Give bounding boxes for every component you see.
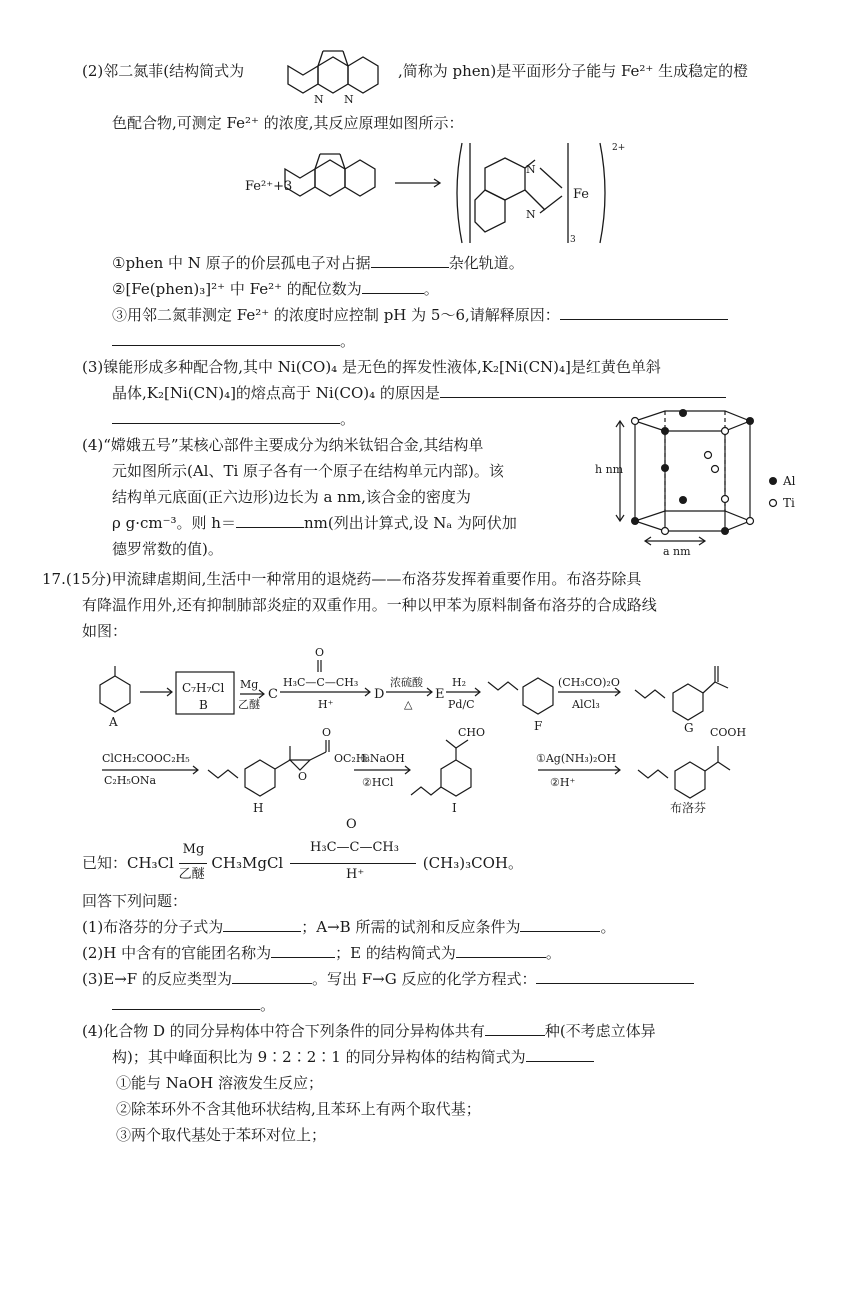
svg-text:N: N <box>526 163 536 176</box>
scheme-ac2o: (CH₃CO)₂O <box>558 676 620 689</box>
q17-line3: 如图： <box>82 622 128 640</box>
scheme-oc2h5: OC₂H₅ <box>334 752 370 765</box>
q16-sub1: ①phen 中 N 原子的价层孤电子对占据 杂化轨道。 <box>112 254 524 272</box>
q17-sq4-cont: 构)；其中峰面积比为 9∶2∶2∶1 的同分异构体的结构简式为 <box>112 1046 594 1068</box>
answer-blank-coordination[interactable] <box>362 279 424 294</box>
answer-blank-reaction-type[interactable] <box>232 969 312 984</box>
scheme-h2so4: 浓硫酸 <box>390 676 423 689</box>
answer-blank-formula[interactable] <box>223 917 301 932</box>
complex-metal: Fe <box>573 187 590 202</box>
answer-blank-equation-2[interactable] <box>112 995 260 1010</box>
scheme-C: C <box>268 687 278 702</box>
scheme-cooh: COOH <box>710 726 747 739</box>
svg-text:O: O <box>322 726 332 739</box>
q16-part4-line3: 结构单元底面(正六边形)边长为 a nm,该合金的密度为 <box>112 488 471 506</box>
scheme-o: O <box>315 646 325 659</box>
q17-known: 已知：CH₃Cl Mg 乙醚 CH₃MgCl O H₃C—C—CH₃ H⁺ (CH₃)₃COH。 <box>82 817 523 882</box>
scheme-hplus2: ②H⁺ <box>550 776 576 789</box>
scheme-h2: H₂ <box>452 676 467 689</box>
scheme-naoh: ①NaOH <box>360 752 405 765</box>
scheme-I: I <box>452 801 457 814</box>
q16-part4-line2: 元如图所示(Al、Ti 原子各有一个原子在结构单元内部)。该 <box>112 462 504 480</box>
q17-cond3: ③两个取代基处于苯环对位上； <box>116 1126 327 1144</box>
q17-sq2: (2)H 中含有的官能团名称为 ；E 的结构简式为 。 <box>82 944 561 962</box>
q16-part2-line1a: (2)邻二氮菲(结构简式为 <box>82 62 245 80</box>
q17-sq3: (3)E→F 的反应类型为 。写出 F→G 反应的化学方程式： <box>82 968 694 990</box>
scheme-ketone: H₃C—C—CH₃ <box>283 676 359 689</box>
answer-blank-ph-reason-2[interactable] <box>112 331 340 346</box>
scheme-G: G <box>684 721 694 732</box>
scheme-D: D <box>374 687 385 702</box>
q16-part2-line1b: ,简称为 phen)是平面形分子能与 Fe²⁺ 生成稳定的橙 <box>398 62 749 80</box>
q16-part3-cont: 。 <box>112 408 355 430</box>
svg-text:N: N <box>344 93 354 106</box>
phen-structure-inline <box>283 45 393 107</box>
q17-cond2: ②除苯环外不含其他环状结构,且苯环上有两个取代基； <box>116 1100 481 1118</box>
q17-sq3-cont: 。 <box>112 994 275 1016</box>
q16-part2-line2: 色配合物,可测定 Fe²⁺ 的浓度,其反应原理如图所示： <box>112 114 464 132</box>
answer-blank-conditions[interactable] <box>520 917 600 932</box>
q17-sq1: (1)布洛芬的分子式为 ；A→B 所需的试剂和反应条件为 。 <box>82 918 616 936</box>
scheme-H: H <box>253 801 264 814</box>
svg-text:N: N <box>526 208 536 221</box>
answer-blank-functional-group[interactable] <box>271 943 335 958</box>
q16-part4-line1: (4)“嫦娥五号”某核心部件主要成分为纳米钛铝合金,其结构单 <box>82 436 484 454</box>
answer-blank-melting[interactable] <box>440 383 726 398</box>
q17-cond1: ①能与 NaOH 溶液发生反应； <box>116 1074 323 1092</box>
legend-ti: Ti <box>783 496 795 510</box>
scheme-alcl3: AlCl₃ <box>572 698 600 711</box>
q16-sub3-cont: 。 <box>112 330 355 352</box>
svg-text:O: O <box>298 770 308 783</box>
scheme-ag: ①Ag(NH₃)₂OH <box>536 752 617 765</box>
q17-line1: 17.(15分)甲流肆虐期间,生活中一种常用的退烧药——布洛芬发挥着重要作用。布洛芬除具 <box>42 570 642 588</box>
q16-part4-line4: ρ g·cm⁻³。则 h＝ nm(列出计算式,设 Nₐ 为阿伏加 <box>112 514 517 532</box>
answer-blank-equation[interactable] <box>536 969 694 984</box>
q16-part3-line1: (3)镍能形成多种配合物,其中 Ni(CO)₄ 是无色的挥发性液体,K₂[Ni(CN)₄]是红黄色单斜 <box>82 358 661 376</box>
answer-blank-isomer-count[interactable] <box>485 1021 545 1036</box>
synthesis-scheme-row1 <box>90 642 820 732</box>
q17-line2: 有降温作用外,还有抑制肺部炎症的双重作用。一种以甲苯为原料制备布洛芬的合成路线 <box>82 596 657 614</box>
q16-part3-line2: 晶体,K₂[Ni(CN)₄]的熔点高于 Ni(CO)₄ 的原因是 <box>112 382 726 404</box>
scheme-gh-top: ClCH₂COOC₂H₅ <box>102 752 190 765</box>
svg-text:N: N <box>314 93 324 106</box>
scheme-product: 布洛芬 <box>670 801 707 814</box>
scheme-ether: 乙醚 <box>238 698 260 711</box>
scheme-A: A <box>109 715 118 729</box>
scheme-mg: Mg <box>240 678 259 691</box>
answer-blank-E-structure[interactable] <box>456 943 546 958</box>
scheme-heat: △ <box>404 698 413 711</box>
answer-blank-hybrid[interactable] <box>371 253 449 268</box>
q17-answer-intro: 回答下列问题： <box>82 892 188 910</box>
scheme-F: F <box>534 719 543 732</box>
scheme-cho: CHO <box>458 726 486 739</box>
scheme-gh-bottom: C₂H₅ONa <box>104 774 157 787</box>
scheme-hplus: H⁺ <box>318 698 334 711</box>
q16-sub3: ③用邻二氮菲测定 Fe²⁺ 的浓度时应控制 pH 为 5～6,请解释原因： <box>112 304 728 326</box>
cell-h-label: h nm <box>595 463 624 476</box>
complex-subscript: 3 <box>570 235 576 245</box>
scheme-B-formula: C₇H₇Cl <box>182 681 225 695</box>
scheme-hcl: ②HCl <box>362 776 394 789</box>
q16-sub2: ②[Fe(phen)₃]²⁺ 中 Fe²⁺ 的配位数为 。 <box>112 280 439 298</box>
reaction-left-text: Fe²⁺+3 <box>245 179 293 194</box>
phen-complex-reaction <box>240 138 630 250</box>
answer-blank-h[interactable] <box>236 513 304 528</box>
tial-unit-cell <box>595 403 810 558</box>
scheme-B: B <box>199 698 208 712</box>
answer-blank-melting-2[interactable] <box>112 409 340 424</box>
synthesis-scheme-row2 <box>90 722 820 814</box>
legend-al: Al <box>783 474 796 488</box>
q16-part4-line5: 德罗常数的值)。 <box>112 540 223 558</box>
scheme-E: E <box>435 687 445 702</box>
answer-blank-ph-reason[interactable] <box>560 305 728 320</box>
scheme-pdc: Pd/C <box>448 698 475 711</box>
cell-a-label: a nm <box>663 545 691 558</box>
q17-sq4: (4)化合物 D 的同分异构体中符合下列条件的同分异构体共有 种(不考虑立体异 <box>82 1022 656 1040</box>
answer-blank-isomer-structure[interactable] <box>526 1047 594 1062</box>
complex-charge: 2+ <box>612 143 626 153</box>
